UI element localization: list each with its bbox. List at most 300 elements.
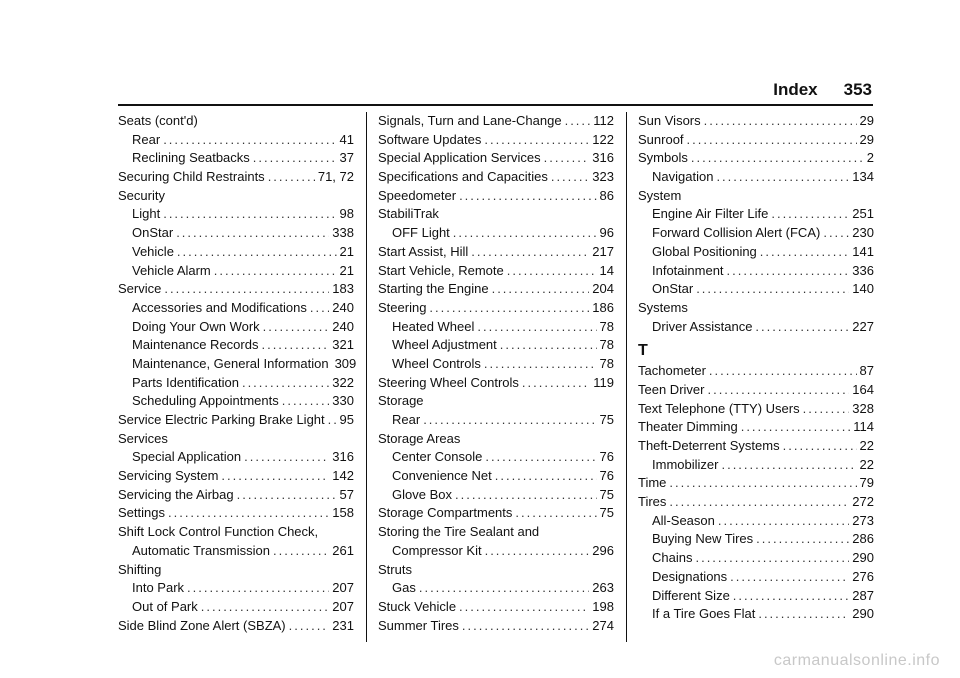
entry-page-ref[interactable]: 273 [852, 512, 874, 528]
dot-leader [242, 374, 329, 393]
entry-page-ref[interactable]: 286 [852, 531, 874, 547]
index-entry [378, 504, 614, 523]
entry-page-ref[interactable]: 76 [599, 468, 614, 484]
entry-page-ref[interactable]: 41 [339, 131, 354, 147]
dot-leader [485, 542, 590, 561]
entry-page-ref[interactable]: 14 [599, 262, 614, 278]
entry-page-ref[interactable]: 230 [852, 225, 874, 241]
dot-leader [453, 224, 597, 243]
dot-leader [507, 262, 597, 281]
index-entry [378, 392, 614, 411]
index-entry [638, 149, 874, 168]
column-divider [366, 112, 367, 642]
dot-leader [263, 318, 330, 337]
dot-leader [696, 280, 849, 299]
entry-page-ref[interactable]: 323 [592, 169, 614, 185]
index-entry [638, 437, 874, 456]
index-entry [118, 561, 354, 580]
entry-term: Light [132, 206, 161, 222]
watermark: carmanualsonline.info [773, 652, 940, 669]
entry-term: Storing the Tire Sealant and [378, 524, 540, 540]
dot-leader [515, 504, 596, 523]
dot-leader [691, 149, 864, 168]
index-entry [638, 112, 874, 131]
dot-leader [289, 617, 330, 636]
entry-term: OnStar [132, 225, 174, 241]
index-subentry [118, 579, 354, 598]
index-subentry [378, 467, 614, 486]
entry-page-ref[interactable]: 134 [852, 169, 874, 185]
entry-page-ref[interactable]: 290 [852, 606, 874, 622]
entry-page-ref[interactable]: 71, 72 [317, 169, 354, 185]
index-entry [638, 418, 874, 437]
entry-page-ref[interactable]: 321 [332, 337, 354, 353]
dot-leader [803, 400, 850, 419]
entry-page-ref[interactable]: 75 [599, 486, 614, 502]
entry-page-ref[interactable]: 328 [852, 400, 874, 416]
entry-page-ref[interactable]: 37 [339, 150, 354, 166]
dot-leader [707, 381, 849, 400]
entry-term: Stuck Vehicle [378, 598, 457, 614]
index-subentry [378, 411, 614, 430]
dot-leader [741, 418, 851, 437]
index-entry [378, 262, 614, 281]
index-entry [638, 362, 874, 381]
entry-term: If a Tire Goes Flat [652, 606, 756, 622]
dot-leader [730, 568, 849, 587]
entry-page-ref[interactable]: 322 [332, 374, 354, 390]
index-subentry [118, 318, 354, 337]
index-subentry [378, 542, 614, 561]
entry-term: Tachometer [638, 363, 706, 379]
index-subentry [118, 149, 354, 168]
entry-term: Wheel Controls [392, 355, 481, 371]
entry-page-ref[interactable]: 227 [852, 318, 874, 334]
entry-term: Specifications and Capacities [378, 169, 548, 185]
entry-page-ref[interactable]: 142 [332, 468, 354, 484]
dot-leader [522, 374, 590, 393]
dot-leader [455, 486, 597, 505]
entry-page-ref[interactable]: 338 [332, 225, 354, 241]
index-subentry [378, 318, 614, 337]
entry-term: Speedometer [378, 187, 457, 203]
index-entry [378, 598, 614, 617]
entry-page-ref[interactable]: 309 [334, 355, 357, 371]
entry-page-ref[interactable]: 198 [592, 598, 614, 614]
entry-page-ref[interactable]: 114 [853, 419, 874, 435]
entry-term: Teen Driver [638, 381, 705, 397]
entry-term: Storage Compartments [378, 505, 513, 521]
entry-term: Special Application [132, 449, 242, 465]
dot-leader [733, 587, 850, 606]
entry-term: Service [118, 281, 162, 297]
entry-page-ref[interactable]: 96 [599, 225, 614, 241]
index-subentry [638, 456, 874, 475]
entry-page-ref[interactable]: 141 [852, 243, 874, 259]
entry-term: Systems [638, 299, 688, 315]
dot-leader [164, 280, 329, 299]
entry-term: Servicing System [118, 468, 219, 484]
entry-term: Maintenance, General Information [132, 355, 329, 371]
index-subentry [638, 549, 874, 568]
entry-term: Time [638, 475, 667, 491]
index-subentry [378, 336, 614, 355]
entry-page-ref[interactable]: 21 [339, 243, 354, 259]
entry-term: Theft-Deterrent Systems [638, 438, 780, 453]
entry-page-ref[interactable]: 57 [339, 486, 354, 502]
entry-term: Doing Your Own Work [132, 318, 260, 334]
index-entry [118, 112, 354, 131]
entry-page-ref[interactable]: 119 [593, 374, 614, 390]
entry-term: Rear [132, 131, 161, 147]
index-column-3 [638, 112, 874, 624]
index-entry [378, 299, 614, 318]
index-subentry [118, 336, 354, 355]
entry-page-ref[interactable]: 78 [599, 318, 614, 334]
entry-page-ref[interactable]: 207 [332, 598, 354, 614]
index-entry [638, 299, 874, 318]
entry-term: Vehicle Alarm [132, 262, 211, 278]
entry-page-ref[interactable]: 78 [599, 355, 614, 371]
dot-leader [282, 392, 330, 411]
index-entry [118, 486, 354, 505]
entry-term: Buying New Tires [652, 531, 754, 547]
dot-leader [221, 467, 329, 486]
dot-leader [163, 205, 336, 224]
index-subentry [638, 262, 874, 281]
entry-term: Immobilizer [652, 456, 719, 472]
dot-leader [214, 262, 337, 281]
index-subentry [638, 512, 874, 531]
dot-leader [187, 579, 329, 598]
entry-term: Signals, Turn and Lane-Change [378, 113, 562, 128]
entry-term: Out of Park [132, 598, 198, 614]
index-subentry [638, 318, 874, 337]
entry-term: Glove Box [392, 486, 452, 502]
entry-term: Side Blind Zone Alert (SBZA) [118, 617, 286, 633]
index-subentry [118, 542, 354, 561]
entry-term: Text Telephone (TTY) Users [638, 400, 800, 416]
entry-term: Shift Lock Control Function Check, [118, 524, 319, 540]
dot-leader [727, 262, 850, 281]
entry-term: Rear [392, 412, 421, 427]
entry-term: Storage [378, 393, 424, 409]
entry-term: Tires [638, 494, 667, 510]
dot-leader [459, 598, 589, 617]
entry-page-ref[interactable]: 316 [592, 150, 614, 166]
entry-page-ref[interactable]: 29 [859, 113, 874, 128]
index-entry [638, 187, 874, 206]
dot-leader [176, 224, 329, 243]
dot-leader [823, 224, 849, 243]
index-subentry [118, 205, 354, 224]
entry-page-ref[interactable]: 75 [599, 412, 614, 427]
index-entry [378, 187, 614, 206]
entry-term: Convenience Net [392, 468, 492, 484]
entry-page-ref[interactable]: 263 [592, 580, 614, 596]
dot-leader [471, 243, 589, 262]
index-entry [378, 112, 614, 131]
dot-leader [783, 437, 857, 456]
index-entry [638, 131, 874, 150]
index-entry [118, 523, 354, 542]
index-entry [378, 430, 614, 449]
entry-term: Settings [118, 505, 165, 521]
dot-leader [201, 598, 330, 617]
dot-leader [544, 149, 590, 168]
dot-leader [709, 362, 857, 381]
index-subentry [638, 168, 874, 187]
index-subentry [638, 605, 874, 624]
entry-term: Maintenance Records [132, 337, 259, 353]
index-subentry [378, 355, 614, 374]
index-entry [118, 504, 354, 523]
index-subentry [378, 224, 614, 243]
dot-leader [704, 112, 857, 131]
entry-page-ref[interactable]: 112 [593, 113, 614, 128]
index-entry [638, 381, 874, 400]
dot-leader [419, 579, 589, 598]
index-entry [118, 411, 354, 430]
dot-leader [177, 243, 337, 262]
dot-leader [484, 355, 597, 374]
index-subentry [638, 205, 874, 224]
dot-leader [669, 474, 856, 493]
index-subentry [118, 299, 354, 318]
header-rule [118, 104, 873, 106]
entry-term: Security [118, 187, 165, 203]
index-entry [378, 374, 614, 393]
dot-leader [462, 617, 589, 636]
index-subentry [638, 530, 874, 549]
dot-leader [755, 318, 849, 337]
index-entry [638, 400, 874, 419]
dot-leader [328, 411, 337, 430]
entry-term: Summer Tires [378, 617, 459, 633]
entry-term: Accessories and Modifications [132, 299, 307, 315]
dot-leader [273, 542, 329, 561]
index-entry [378, 561, 614, 580]
dot-leader [695, 549, 849, 568]
dot-leader [163, 131, 336, 150]
entry-page-ref[interactable]: 251 [852, 206, 874, 222]
dot-leader [760, 243, 850, 262]
entry-term: Vehicle [132, 243, 174, 259]
entry-term: Securing Child Restraints [118, 169, 265, 185]
entry-page-ref[interactable]: 231 [332, 617, 354, 633]
entry-term: Service Electric Parking Brake Light [118, 412, 325, 427]
entry-term: Seats (cont'd) [118, 113, 198, 128]
entry-term: Struts [378, 561, 412, 577]
entry-page-ref[interactable]: 140 [852, 281, 874, 297]
dot-leader [492, 280, 590, 299]
dot-leader [758, 605, 849, 624]
index-subentry [118, 243, 354, 262]
index-subentry [638, 568, 874, 587]
entry-page-ref[interactable]: 21 [339, 262, 354, 278]
entry-term: Reclining Seatbacks [132, 150, 250, 166]
entry-term: Navigation [652, 169, 714, 185]
entry-term: Servicing the Airbag [118, 486, 234, 502]
index-letter-heading: T [638, 342, 648, 360]
entry-term: Gas [392, 580, 416, 596]
entry-term: Start Assist, Hill [378, 243, 469, 259]
dot-leader [721, 456, 856, 475]
entry-page-ref[interactable]: 122 [592, 131, 614, 147]
index-subentry [638, 280, 874, 299]
index-entry [118, 617, 354, 636]
entry-term: Designations [652, 568, 728, 584]
entry-term: Sun Visors [638, 113, 701, 128]
entry-page-ref[interactable]: 98 [339, 206, 354, 222]
entry-page-ref[interactable]: 274 [592, 617, 614, 633]
entry-term: Global Positioning [652, 243, 757, 259]
entry-page-ref[interactable]: 29 [859, 131, 874, 147]
entry-term: Start Vehicle, Remote [378, 262, 504, 278]
dot-leader [310, 299, 329, 318]
entry-term: Theater Dimming [638, 419, 738, 435]
entry-term: Heated Wheel [392, 318, 475, 334]
entry-page-ref[interactable]: 240 [332, 318, 354, 334]
entry-page-ref[interactable]: 186 [592, 299, 614, 315]
dot-leader [551, 168, 589, 187]
index-subentry [638, 243, 874, 262]
entry-term: Engine Air Filter Life [652, 206, 769, 222]
entry-page-ref[interactable]: 276 [852, 568, 874, 584]
entry-page-ref[interactable]: 22 [859, 456, 874, 472]
dot-leader [261, 336, 329, 355]
entry-term: Scheduling Appointments [132, 393, 279, 409]
entry-page-ref[interactable]: 22 [859, 438, 874, 453]
entry-page-ref[interactable]: 290 [852, 550, 874, 566]
dot-leader [716, 168, 849, 187]
dot-leader [718, 512, 849, 531]
page-header [118, 80, 872, 104]
index-entry [118, 280, 354, 299]
index-subentry [118, 392, 354, 411]
entry-page-ref[interactable]: 261 [332, 542, 354, 558]
entry-term: Steering Wheel Controls [378, 374, 519, 390]
entry-page-ref[interactable]: 2 [866, 150, 874, 166]
index-entry [378, 280, 614, 299]
entry-term: Shifting [118, 561, 162, 577]
entry-term: Forward Collision Alert (FCA) [652, 225, 821, 241]
entry-term: Different Size [652, 587, 730, 603]
entry-term: All-Season [652, 512, 715, 528]
index-subentry [118, 131, 354, 150]
dot-leader [429, 299, 589, 318]
dot-leader [484, 131, 589, 150]
index-entry [378, 617, 614, 636]
dot-leader [253, 149, 337, 168]
entry-page-ref[interactable]: 78 [599, 337, 614, 353]
entry-term: Driver Assistance [652, 318, 753, 334]
entry-term: Sunroof [638, 131, 684, 147]
entry-page-ref[interactable]: 336 [852, 262, 874, 278]
entry-page-ref[interactable]: 164 [852, 381, 874, 397]
index-subentry [118, 374, 354, 393]
index-entry [378, 523, 614, 542]
entry-term: Steering [378, 299, 427, 315]
index-subentry [118, 355, 357, 374]
entry-page-ref[interactable]: 87 [859, 363, 874, 379]
index-entry [378, 243, 614, 262]
entry-page-ref[interactable]: 183 [332, 281, 354, 297]
entry-page-ref[interactable]: 217 [592, 243, 614, 259]
dot-leader [168, 504, 329, 523]
dot-leader [237, 486, 337, 505]
entry-term: OnStar [652, 281, 694, 297]
index-subentry [378, 486, 614, 505]
index-column-2 [378, 112, 614, 635]
entry-page-ref[interactable]: 86 [599, 187, 614, 203]
entry-page-ref[interactable]: 95 [339, 412, 354, 427]
entry-term: Starting the Engine [378, 281, 489, 297]
dot-leader [565, 112, 591, 131]
entry-page-ref[interactable]: 79 [859, 475, 874, 491]
index-subentry [118, 224, 354, 243]
entry-page-ref[interactable]: 158 [332, 505, 354, 521]
dot-leader [500, 336, 597, 355]
entry-term: Parts Identification [132, 374, 239, 390]
index-entry [118, 168, 354, 187]
dot-leader [756, 530, 849, 549]
index-entry [118, 187, 354, 206]
index-entry [378, 205, 614, 224]
index-entry [638, 474, 874, 493]
entry-term: StabiliTrak [378, 206, 439, 222]
entry-page-ref[interactable]: 75 [599, 505, 614, 521]
entry-term: OFF Light [392, 225, 450, 241]
entry-page-ref[interactable]: 76 [599, 449, 614, 465]
dot-leader [244, 448, 329, 467]
entry-term: Chains [652, 550, 693, 566]
dot-leader [485, 448, 596, 467]
index-entry [118, 430, 354, 449]
entry-page-ref[interactable]: 287 [852, 587, 874, 603]
entry-term: Compressor Kit [392, 542, 482, 558]
entry-page-ref[interactable]: 272 [852, 494, 874, 510]
index-entry [378, 149, 614, 168]
entry-term: Wheel Adjustment [392, 337, 497, 353]
entry-page-ref[interactable]: 240 [332, 299, 354, 315]
index-subentry [118, 262, 354, 281]
index-entry [638, 493, 874, 512]
entry-term: System [638, 187, 682, 203]
entry-page-ref[interactable]: 316 [332, 449, 354, 465]
index-subentry [378, 448, 614, 467]
index-column-1 [118, 112, 357, 635]
index-subentry [118, 598, 354, 617]
index-subentry [638, 587, 874, 606]
entry-page-ref[interactable]: 296 [592, 542, 614, 558]
entry-term: Automatic Transmission [132, 542, 270, 558]
entry-term: Center Console [392, 449, 483, 465]
dot-leader [771, 205, 849, 224]
entry-term: Infotainment [652, 262, 724, 278]
index-subentry [378, 579, 614, 598]
dot-leader [423, 411, 596, 430]
entry-page-ref[interactable]: 330 [332, 393, 354, 409]
page-number: 353 [843, 80, 872, 99]
index-entry [378, 168, 614, 187]
entry-term: Software Updates [378, 131, 482, 147]
entry-page-ref[interactable]: 207 [332, 580, 354, 596]
entry-page-ref[interactable]: 204 [592, 281, 614, 297]
dot-leader [495, 467, 597, 486]
dot-leader [268, 168, 315, 187]
index-subentry [118, 448, 354, 467]
